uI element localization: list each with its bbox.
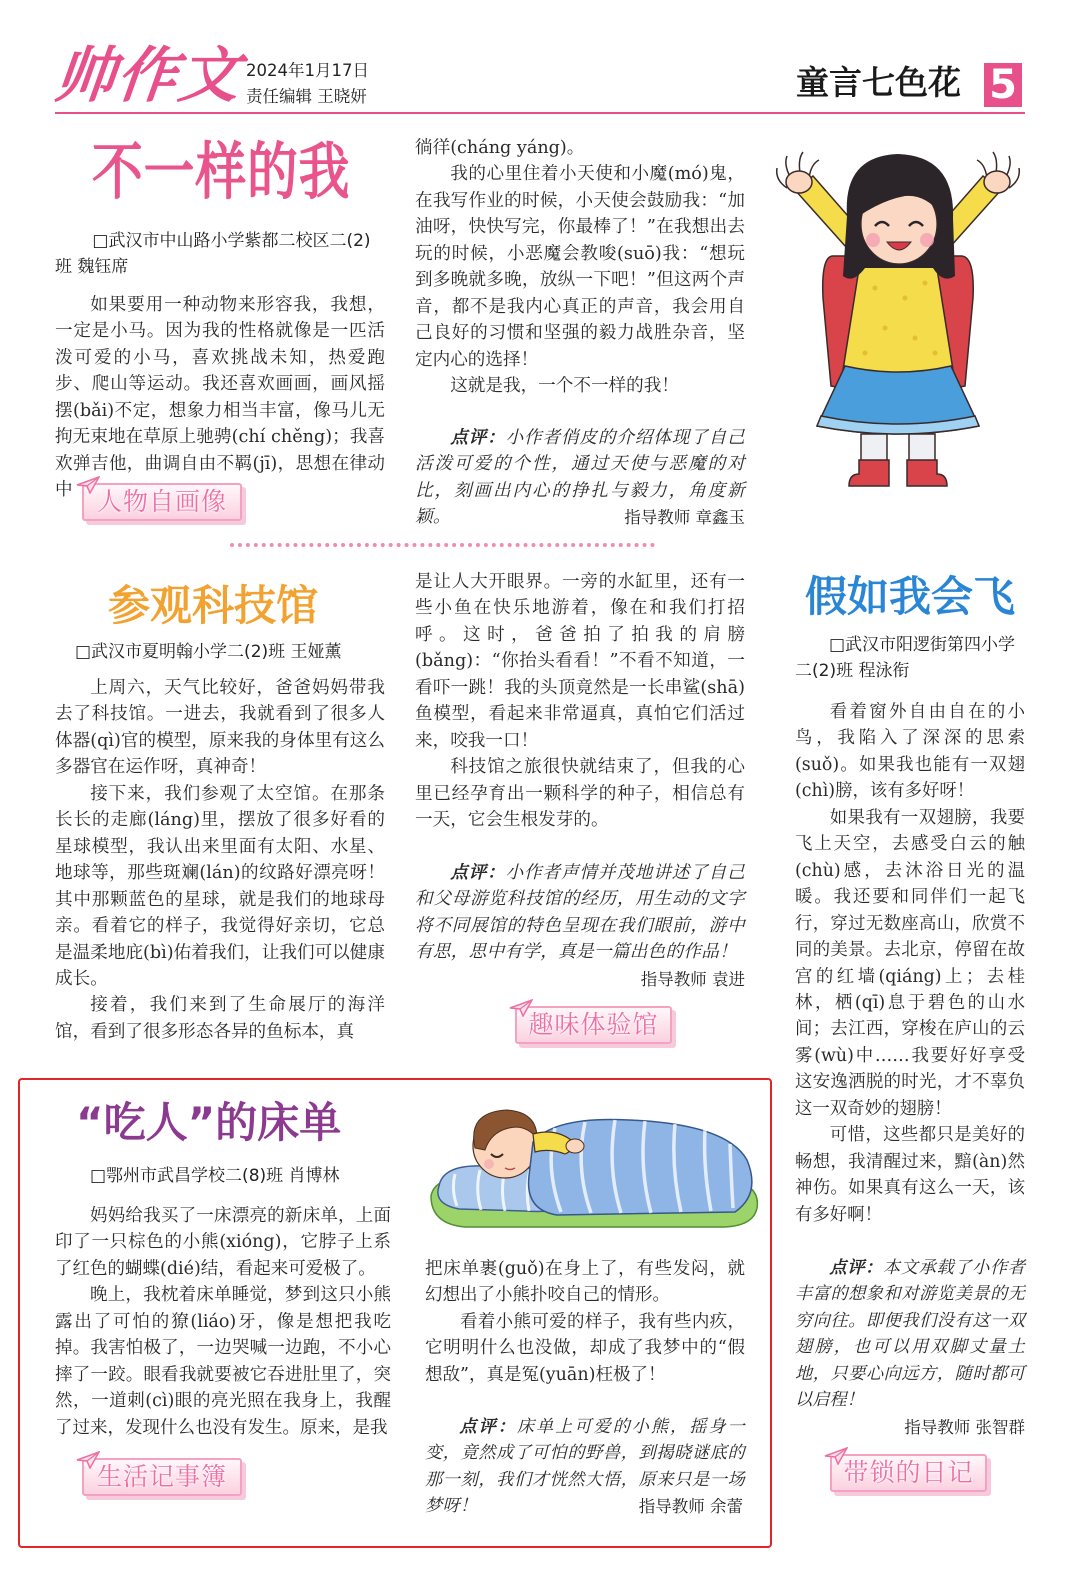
column-tag: [82, 1458, 242, 1496]
advisor-teacher: 指导教师 余蕾: [638, 1497, 743, 1516]
article-body-col1: [55, 675, 385, 1045]
article-comment: [795, 1255, 1025, 1414]
comment-text: 小作者声情并茂地讲述了自己和父母游览科技馆的经历，用生动的文字将不同展馆的特色呈现在我们眼前，游中有思，思中有学，真是一篇出色的作品！: [415, 863, 745, 963]
comment-label: 点评：: [459, 1417, 517, 1437]
sleeping-boy-illustration: [425, 1098, 765, 1233]
masthead-logo: 帅作文: [51, 41, 245, 111]
article-title: 参观科技馆: [108, 581, 319, 630]
comment-text: 本文承载了小作者丰富的想象和对游览美景的无穷向往。即便我们没有这一双翅膀，也可以用双脚丈量土地，只要心向远方，随时都可以启程！: [795, 1258, 1025, 1411]
paper-plane-icon: [76, 476, 100, 494]
column-tag: [82, 483, 242, 521]
article-author: □武汉市夏明翰小学二(2)班 王娅薰: [75, 642, 342, 662]
paragraph: 把床单裹(guǒ)在身上了，有些发闷，就幻想出了小熊扑咬自己的情形。: [425, 1259, 745, 1306]
girl-illustration: [765, 138, 1030, 493]
paragraph: 晚上，我枕着床单睡觉，梦到这只小熊露出了可怕的獠(liáo)牙，像是想把我吃掉。我害怕极了，一边哭喊一边跑，不小心摔了一跤。眼看我就要被它吞进肚里了，突然，一道刺(cì)眼的亮光照在我身上，我醒了过来，发现什么也没有发生。原来，是我: [55, 1285, 391, 1438]
skirt: [817, 366, 979, 434]
comment-label: 点评：: [450, 862, 506, 883]
page-number: 5: [984, 63, 1022, 107]
column-tag: [515, 1006, 672, 1044]
article-title: 不一样的我: [92, 135, 351, 208]
column-tag-label: 带锁的日记: [843, 1458, 974, 1487]
paper-plane-icon: [824, 1447, 848, 1465]
paragraph: 看着窗外自由自在的小鸟，我陷入了深深的思索(suǒ)。如果我也能有一双翅(chì)膀，该有多好呀！: [795, 702, 1025, 802]
advisor-teacher: 指导教师 袁进: [640, 970, 745, 989]
paragraph: 我的心里住着小天使和小魔(mó)鬼，在我写作业的时候，小天使会鼓励我：“加油呀，快快写完，你最棒了！”在我想出去玩的时候，小恶魔会教唆(suō)我：“想玩到多晚就多晚，放纵一下吧！”但这两个声音，都不是我内心真正的声音，我会用自己良好的习惯和坚强的毅力战胜杂音，坚定内心的选择！: [415, 164, 745, 370]
article-body: [795, 699, 1025, 1228]
paragraph: 接下来，我们参观了太空馆。在那条长长的走廊(láng)里，摆放了很多好看的星球模型，我认出来里面有太阳、水星、地球等，那些斑斓(lán)的纹路好漂亮呀！其中那颗蓝色的星球，就是我们的地球母亲。看着它的样子，我觉得好亲切，它总是温柔地庇(bì)佑着我们，让我们可以健康成长。: [55, 783, 385, 989]
blanket: [529, 1119, 752, 1215]
column-tag-label: 生活记事簿: [96, 1462, 227, 1491]
paragraph: 上周六，天气比较好，爸爸妈妈带我去了科技馆。一进去，我就看到了很多人体器(qì)官的模型，原来我的身体里有这么多器官在运作呀，真神奇！: [55, 678, 385, 778]
paragraph: 是让人大开眼界。一旁的水缸里，还有一些小鱼在快乐地游着，像在和我们打招呼。这时，爸爸拍了拍我的肩膀(bǎng)：“你抬头看看！”不看不知道，一看吓一跳！我的头顶竟然是一长串鲨(shā)鱼模型，看起来非常逼真，真怕它们活过来，咬我一口！: [415, 572, 745, 751]
paragraph: 可惜，这些都只是美好的畅想，我清醒过来，黯(àn)然神伤。如果真有这么一天，该有多好啊！: [795, 1125, 1025, 1225]
paragraph: 如果我有一双翅膀，我要飞上天空，去感受白云的触(chù)感，去沐浴日光的温暖。我还要和同伴们一起飞行，穿过无数座高山，欣赏不同的美景。去北京，停留在故宫的红墙(qiáng)上；去桂林，栖(qī)息于碧色的山水间；去江西，穿梭在庐山的云雾(wù)中……我要好好享受这安逸洒脱的时光，才不辜负这一双奇妙的翅膀！: [795, 807, 1025, 1119]
paper-plane-icon: [509, 999, 533, 1017]
paragraph: 看着小熊可爱的样子，我有些内疚，它明明什么也没做，却成了我梦中的“假想敌”，真是冤(yuān)枉极了！: [425, 1311, 745, 1385]
column-tag: [830, 1454, 987, 1492]
header-rule: [55, 112, 1025, 114]
article-body-col1: [55, 1203, 391, 1441]
paragraph: 妈妈给我买了一床漂亮的新床单，上面印了一只棕色的小熊(xióng)，它脖子上系了红色的蝴蝶(dié)结，看起来可爱极了。: [55, 1206, 391, 1279]
paragraph: 科技馆之旅很快就结束了，但我的心里已经孕育出一颗科学的种子，相信总有一天，它会生根发芽的。: [415, 757, 745, 831]
advisor-teacher: 指导教师 章鑫玉: [624, 508, 745, 527]
article-body-col2: [425, 1256, 745, 1388]
article-author: □武汉市阳逻街第四小学二(2)班 程泳衔: [795, 635, 1016, 682]
paper-plane-icon: [76, 1451, 100, 1469]
article-body-col2: [415, 135, 745, 400]
comment-label: 点评：: [829, 1258, 883, 1278]
article-title: “吃人”的床单: [76, 1098, 342, 1147]
article-author: □鄂州市武昌学校二(8)班 肖博林: [90, 1166, 340, 1186]
section-divider: [230, 543, 655, 547]
column-tag-label: 趣味体验馆: [528, 1010, 659, 1039]
article-author: □武汉市中山路小学紫都二校区二(2)班 魏钰席: [55, 231, 371, 278]
boots: [849, 460, 947, 486]
comment-label: 点评：: [450, 427, 506, 448]
paragraph: 接着，我们来到了生命展厅的海洋馆，看到了很多形态各异的鱼标本，真: [55, 995, 385, 1042]
head: [843, 154, 955, 279]
paragraph: 徜徉(cháng yáng)。: [415, 138, 585, 158]
column-tag-label: 人物自画像: [96, 487, 227, 516]
comment-text: 床单上可爱的小熊，摇身一变，竟然成了可怕的野兽，到揭晓谜底的那一刻，我们才恍然大悟，原来只是一场梦呀！: [425, 1417, 745, 1517]
editor-credit: 责任编辑 王晓妍: [246, 87, 367, 106]
section-title: 童言七色花: [796, 63, 961, 102]
article-body-col1: [55, 292, 385, 504]
issue-date: 2024年1月17日: [246, 61, 369, 80]
article-title: 假如我会飞: [805, 572, 1016, 621]
article-comment: [415, 860, 745, 966]
paragraph: 如果要用一种动物来形容我，我想，一定是小马。因为我的性格就像是一匹活泼可爱的小马，喜欢挑战未知，热爱跑步、爬山等运动。我还喜欢画画，画风摇摆(bǎi)不定，想象力相当丰富，像马儿无拘无束地在草原上驰骋(chí chěng)；我喜欢弹吉他，曲调自由不羁(jī)，思想在律动中: [55, 295, 385, 501]
article-body-col2: [415, 569, 745, 834]
paragraph: 这就是我，一个不一样的我！: [450, 376, 679, 397]
advisor-teacher: 指导教师 张智群: [904, 1418, 1025, 1437]
boy-head: [473, 1110, 537, 1178]
comment-text: 小作者俏皮的介绍体现了自己活泼可爱的个性，通过天使与恶魔的对比，刻画出内心的挣扎与毅力，角度新颖。: [415, 428, 745, 528]
